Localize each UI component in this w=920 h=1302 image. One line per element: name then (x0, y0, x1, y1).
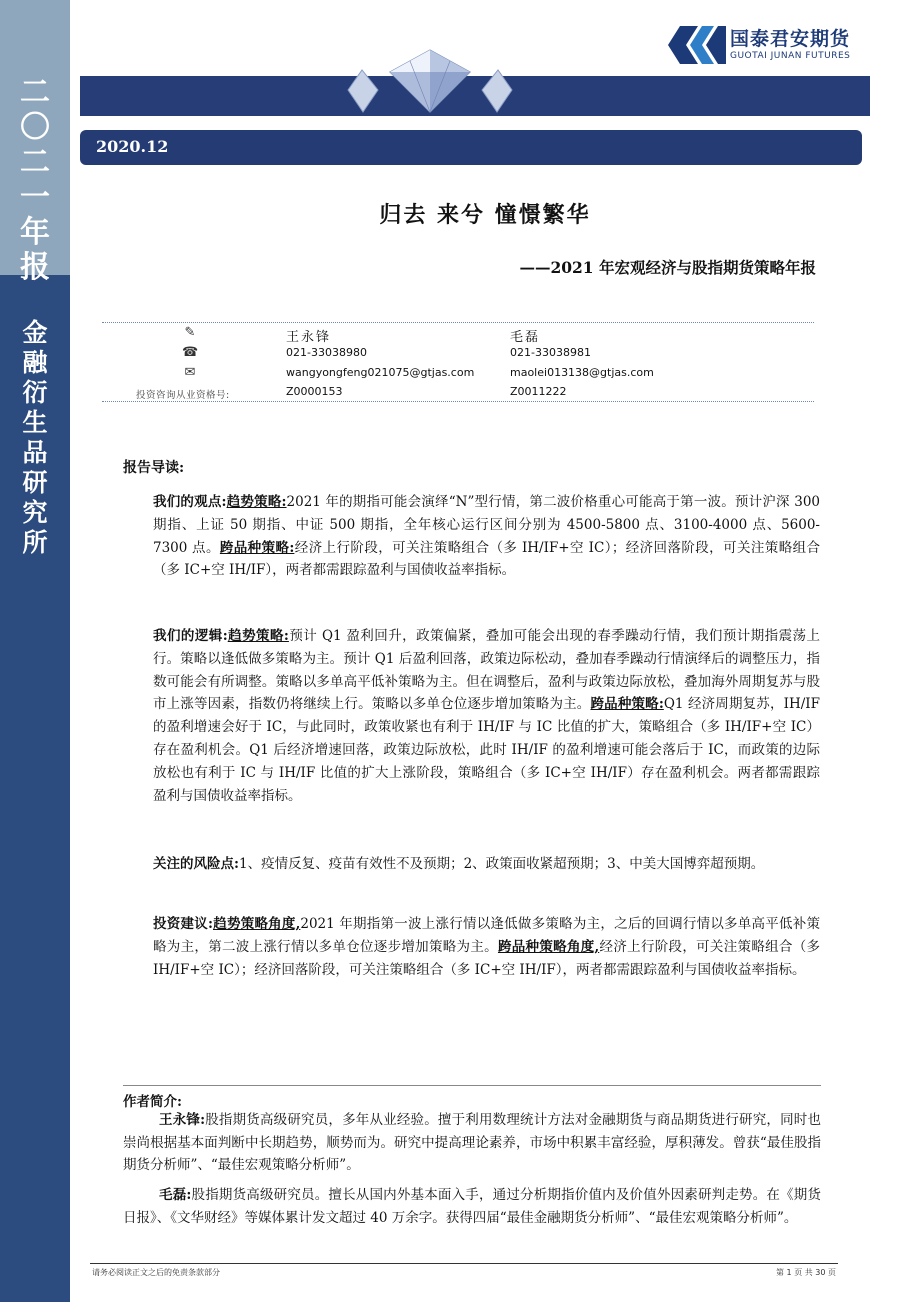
intro-author-name: 毛磊: (159, 1187, 192, 1203)
cross-label: 跨品种策略: (219, 539, 295, 556)
footer-disclaimer: 请务必阅读正文之后的免责条款部分 (92, 1268, 220, 1277)
page-number: 第 1 页 共 30 页 (776, 1268, 836, 1277)
intro-divider (123, 1085, 821, 1086)
risk-paragraph (153, 853, 820, 876)
risk-label: 关注的风险点: (153, 856, 239, 872)
intro-label: 作者简介: (123, 1094, 182, 1110)
author-email[interactable]: wangyongfeng021075@gtjas.com (286, 366, 475, 379)
report-title: 归去 来兮 憧憬繁华 (379, 202, 591, 228)
year-char: 〇 (20, 110, 50, 145)
author-phone-row (102, 344, 814, 364)
year-char: 二 (20, 75, 50, 110)
author-phone: 021-33038981 (510, 346, 591, 359)
intro-author-text: 股指期货高级研究员。擅长从国内外基本面入手，通过分析期指价值内及价值外因素研判走势。在《期货日报》、《文华财经》等媒体累计发文超过 40 万余字。获得四届“最佳金融期货分析师”、“最佳宏观策略分析师”。 (123, 1187, 821, 1226)
guide-label: 报告导读: (123, 460, 185, 476)
logo-name-en: GUOTAI JUNAN FUTURES (730, 51, 851, 61)
dept-char: 衍 (22, 378, 48, 407)
author-name: 毛磊 (510, 330, 541, 345)
view-trend-text: 2021 年的期指可能会演绎“N”型行情，第二波价格重心可能高于第一波。预计沪深 300 期指、上证 50 期指、中证 500 期指，全年核心运行区间分别为 4500-5800 点、3100-4000 点、5600-7300 点。 (153, 494, 821, 556)
year-char: 年 (20, 215, 50, 250)
footer-divider (90, 1263, 838, 1264)
view-paragraph (153, 491, 820, 582)
logic-cross-text: Q1 经济周期复苏，IH/IF 的盈利增速会好于 IC，与此同时，政策收紧也有利于 IH/IF 与 IC 比值的扩大，策略组合（多 IH/IF+空 IC）存在盈利机会。Q1 后经济增速回落，政策边际放松，此时 IH/IF 的盈利增速可能会落后于 IC，而政策的边际放松也有利于 IC 与 IH/IF 比值的扩大上涨阶段，策略组合（多 IC+空 IH/IF）存在盈利机会。两者都需跟踪盈利与国债收益率指标。 (153, 696, 820, 804)
intro-author-text: 股指期货高级研究员，多年从业经验。擅于利用数理统计方法对金融期货与商品期货进行研究，同时也崇尚根据基本面判断中长期趋势，顺势而为。研究中提高理论素养，市场中积累丰富经验，厚积薄发。曾获“最佳股指期货分析师”、“最佳宏观策略分析师”。 (123, 1112, 821, 1173)
risk-text: 1、疫情反复、疫苗有效性不及预期；2、政策面收紧超预期；3、中美大国博弈超预期。 (238, 856, 765, 872)
view-cross-text: 经济上行阶段，可关注策略组合（多 IH/IF+空 IC）；经济回落阶段，可关注策略组合（多 IC+空 IH/IF），两者都需跟踪盈利与国债收益率指标。 (153, 539, 821, 579)
dept-char: 研 (22, 468, 48, 497)
trend-label: 趋势策略: (226, 494, 287, 510)
advice-label: 投资建议: (153, 916, 213, 932)
advice-cross-text: 经济上行阶段，可关注策略组合（多 IH/IF+空 IC）；经济回落阶段，可关注策略组合（多 IC+空 IH/IF），两者都需跟踪盈利与国债收益率指标。 (153, 938, 821, 978)
year-char: 报 (20, 250, 50, 285)
date-bar (80, 130, 862, 165)
trend-label: 趋势策略: (227, 628, 289, 644)
qualification-label: 投资咨询从业资格号: (136, 390, 230, 401)
dept-char: 生 (22, 408, 48, 437)
author-email[interactable]: maolei013138@gtjas.com (510, 366, 654, 379)
author-contact-table (102, 322, 814, 402)
view-label: 我们的观点: (153, 494, 227, 510)
company-logo (668, 24, 868, 68)
year-char: 一 (20, 180, 50, 215)
author-email-row (102, 364, 814, 384)
dept-char: 究 (22, 498, 48, 527)
author-license: Z0000153 (286, 385, 343, 398)
author-phone: 021-33038980 (286, 346, 367, 359)
logic-label: 我们的逻辑: (153, 628, 228, 644)
email-icon: ✉ (184, 365, 196, 380)
logo-name-cn: 国泰君安期货 (730, 28, 851, 50)
author-license: Z0011222 (510, 385, 567, 398)
author-license-row (102, 383, 814, 403)
author-intro-entry (123, 1184, 821, 1229)
year-char: 二 (20, 145, 50, 180)
logo-mark-icon (668, 26, 726, 64)
cross-label: 跨品种策略: (590, 696, 664, 713)
dept-char: 所 (22, 528, 48, 557)
pen-icon: ✎ (184, 325, 196, 340)
report-date: 2020.12 (96, 137, 169, 156)
author-name-row (102, 324, 814, 344)
advice-paragraph (153, 913, 820, 981)
dept-char: 品 (22, 438, 48, 467)
diamond-decoration-icon (330, 42, 530, 122)
report-subtitle: ——2021 年宏观经济与股指期货策略年报 (519, 258, 816, 277)
author-intro-entry (123, 1109, 821, 1177)
advice-trend-text: 2021 年期指第一波上涨行情以逢低做多策略为主，之后的回调行情以多单高平低补策略为主，第二波上涨行情以多单仓位逐步增加策略为主。 (153, 916, 821, 955)
sidebar-department-label (0, 318, 70, 558)
sidebar-year-label (0, 75, 70, 285)
phone-icon: ☎ (182, 345, 199, 360)
trend-label: 趋势策略角度, (212, 916, 301, 932)
logic-paragraph (153, 625, 820, 807)
dept-char: 融 (22, 348, 48, 377)
intro-author-name: 王永锋: (159, 1112, 206, 1128)
logic-trend-text: 预计 Q1 盈利回升，政策偏紧，叠加可能会出现的春季躁动行情，我们预计期指震荡上行。策略以逢低做多策略为主。预计 Q1 后盈利回落，政策边际松动，叠加春季躁动行情演绎后的调整压力，指数可能会有所调整。策略以多单高平低补策略为主。但在调整后，盈利与政策边际放松，叠加海外周期复苏与股市上涨等因素，指数仍将继续上行。策略以多单仓位逐步增加策略为主。 (153, 628, 820, 713)
dept-char: 金 (22, 318, 48, 347)
cross-label: 跨品种策略角度, (497, 938, 600, 955)
author-name: 王永锋 (286, 330, 332, 345)
